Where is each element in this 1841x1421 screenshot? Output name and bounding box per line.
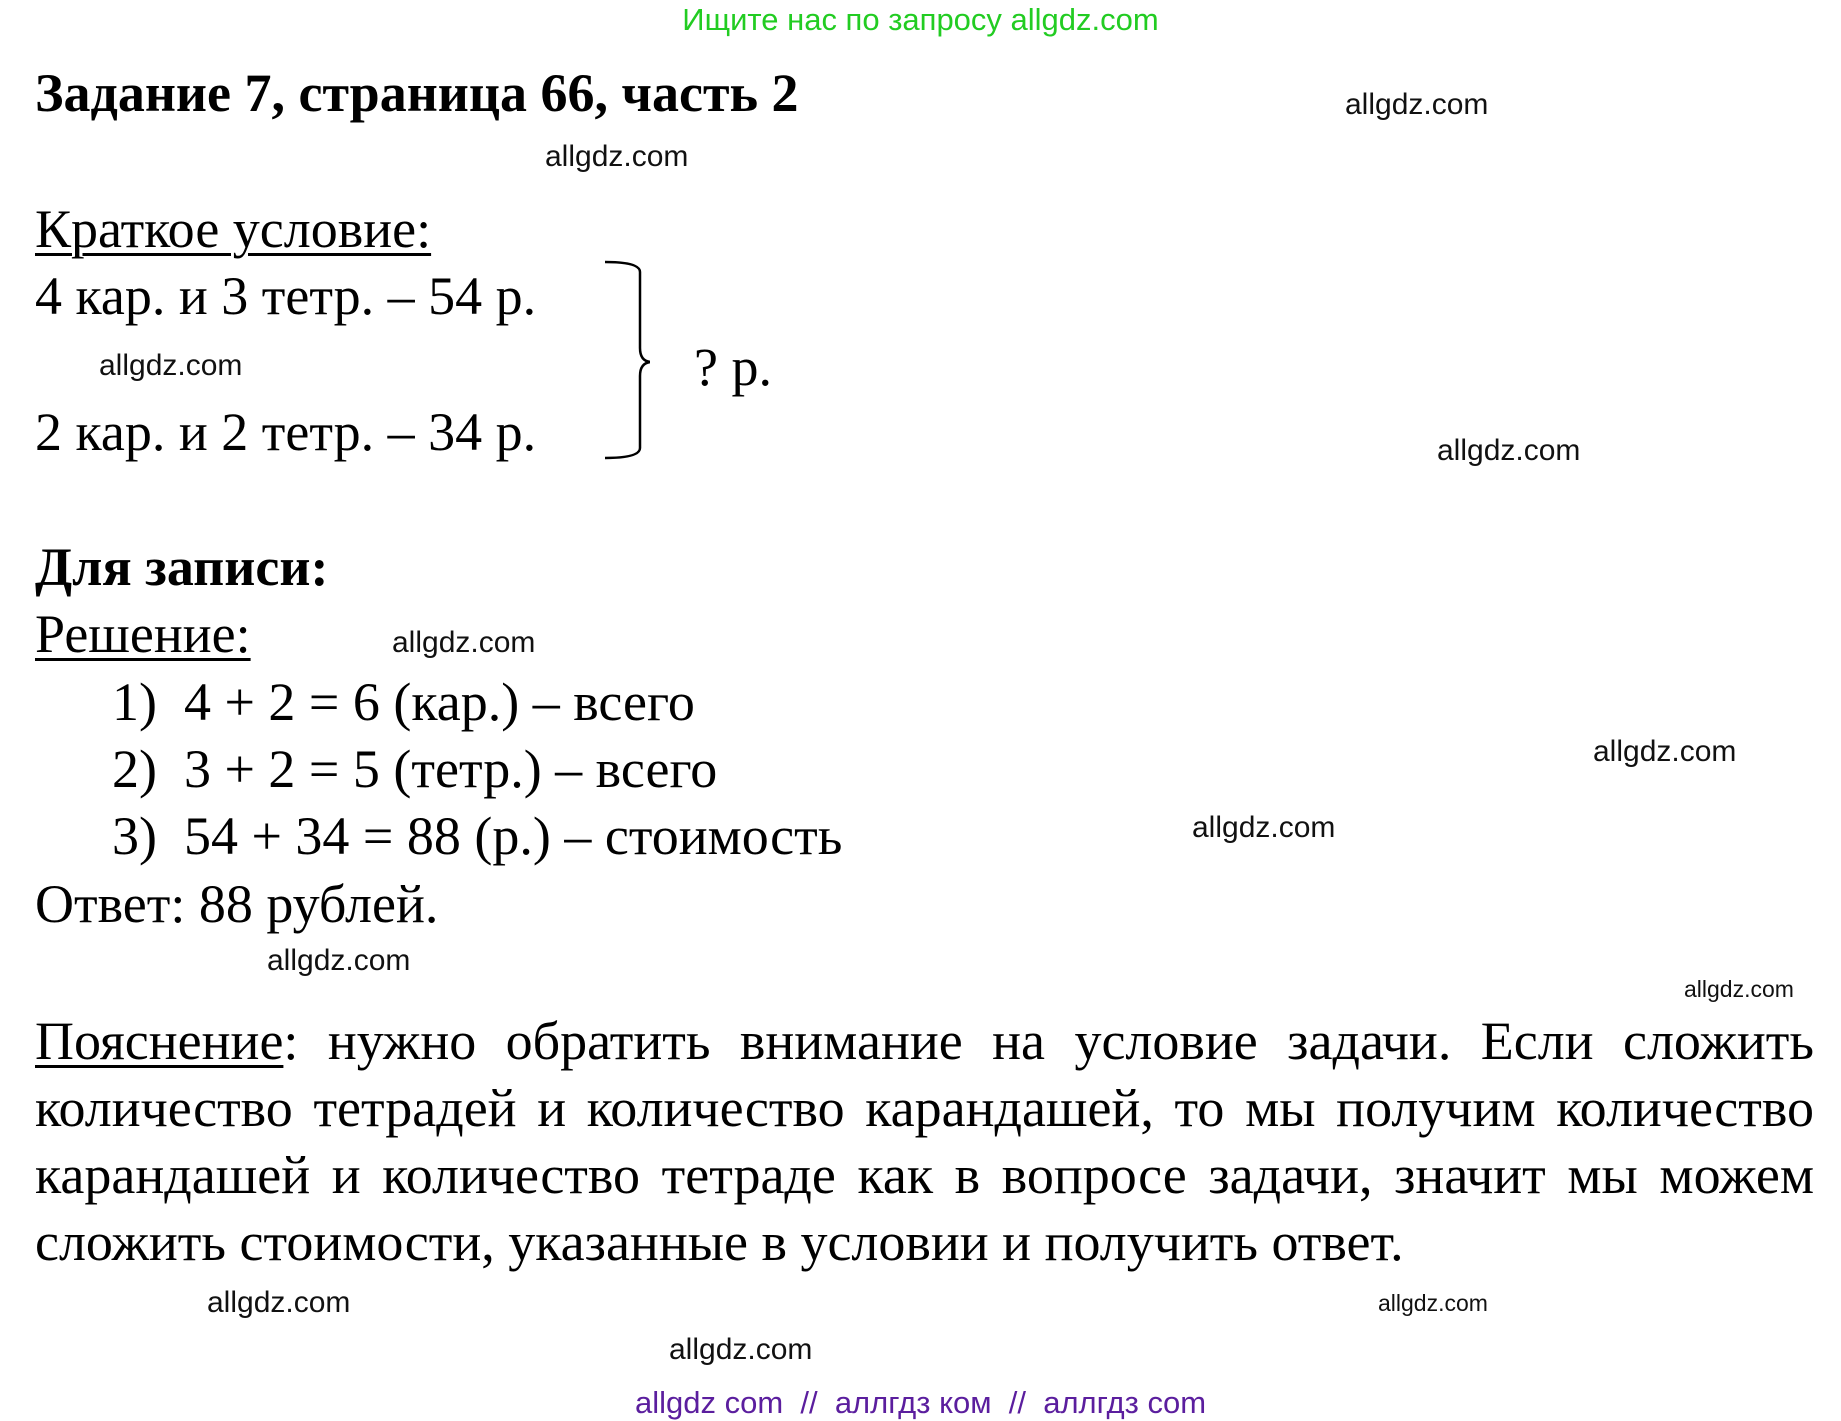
watermark: allgdz.com [99, 349, 243, 382]
solution-step: 2) 3 + 2 = 5 (тетр.) – всего [112, 739, 718, 799]
answer: Ответ: 88 рублей. [35, 874, 439, 934]
watermark: allgdz.com [669, 1333, 813, 1366]
solution-step: 3) 54 + 34 = 88 (р.) – стоимость [112, 806, 843, 866]
watermark: allgdz.com [392, 626, 536, 659]
explanation-paragraph [35, 1008, 1814, 1276]
curly-brace-icon [600, 258, 650, 464]
watermark: allgdz.com [267, 944, 411, 977]
solution-step: 1) 4 + 2 = 6 (кар.) – всего [112, 672, 695, 732]
page-title: Задание 7, страница 66, часть 2 [35, 63, 799, 123]
condition-line: 2 кар. и 2 тетр. – 34 р. [35, 402, 537, 462]
explanation-label: Пояснение [35, 1011, 284, 1071]
watermark: allgdz.com [1345, 88, 1489, 121]
condition-question: ? р. [694, 337, 772, 397]
watermark: allgdz.com [1437, 434, 1581, 467]
watermark: allgdz.com [207, 1286, 351, 1319]
record-heading: Для записи: [35, 537, 329, 597]
footer-links: allgdz com // аллгдз ком // аллгдз com [634, 1385, 1207, 1420]
watermark: allgdz.com [1593, 735, 1737, 768]
condition-heading: Краткое условие: [35, 199, 432, 259]
solution-heading: Решение: [35, 604, 251, 664]
search-hint-banner: Ищите нас по запросу allgdz.com [682, 2, 1159, 37]
watermark: allgdz.com [1192, 811, 1336, 844]
watermark: allgdz.com [1378, 1290, 1488, 1316]
watermark: allgdz.com [545, 140, 689, 173]
condition-line: 4 кар. и 3 тетр. – 54 р. [35, 266, 537, 326]
watermark: allgdz.com [1684, 976, 1794, 1002]
explanation-text: : нужно обратить внимание на условие задачи. Если сложить количество тетрадей и количество карандашей, то мы получим количество карандашей и количество тетраде как в вопросе задачи, значит мы можем сложить стоимости, указанные в условии и получить ответ. [35, 1011, 1814, 1272]
